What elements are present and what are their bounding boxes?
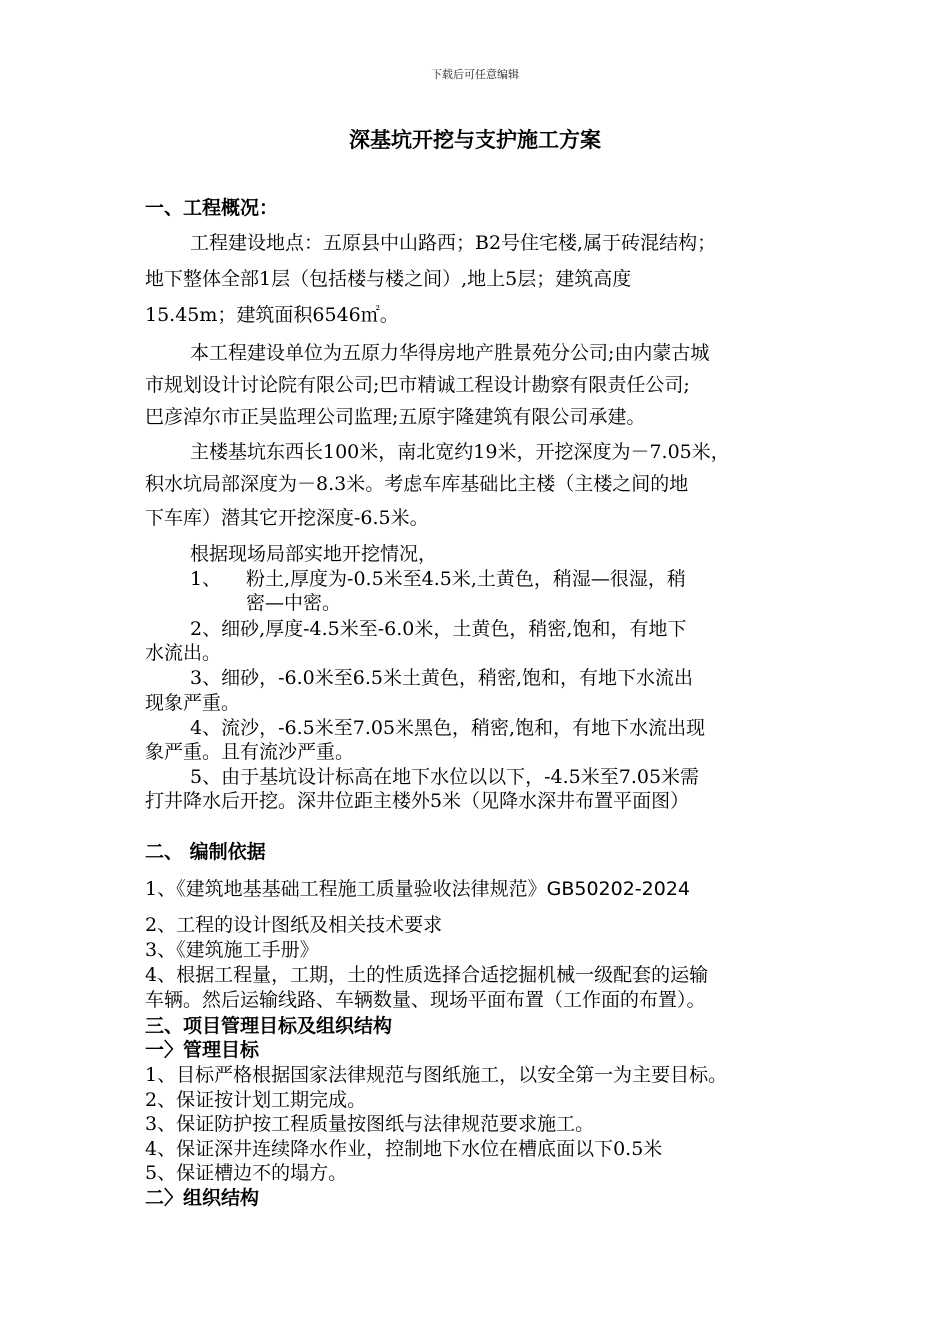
subheading-management-goals: 一〉管理目标 xyxy=(145,1039,260,1061)
paragraph-line: 主楼基坑东西长100米，南北宽约19米，开挖深度为－7.05米， xyxy=(190,441,730,463)
list-number: 1、 xyxy=(190,568,222,590)
paragraph-line: 积水坑局部深度为－8.3米。考虑车库基础比主楼（主楼之间的地 xyxy=(145,473,689,495)
paragraph-line: 15.45m；建筑面积6546㎡。 xyxy=(145,304,399,326)
paragraph-line: 下车库）潜其它开挖深度-6.5米。 xyxy=(145,507,429,529)
list-item: 现象严重。 xyxy=(145,692,241,714)
list-item: 粉土,厚度为-0.5米至4.5米,土黄色，稍湿—很湿，稍 xyxy=(246,568,686,590)
paragraph-line: 根据现场局部实地开挖情况， xyxy=(190,543,438,565)
section-1-heading: 一、工程概况： xyxy=(145,197,279,219)
list-item: 3、细砂，-6.0米至6.5米土黄色，稍密,饱和，有地下水流出 xyxy=(190,667,693,689)
goal-item: 5、保证槽边不的塌方。 xyxy=(145,1162,348,1184)
goal-item: 2、保证按计划工期完成。 xyxy=(145,1089,367,1111)
goal-item: 4、保证深井连续降水作业，控制地下水位在槽底面以下0.5米 xyxy=(145,1138,663,1160)
list-item: 4、流沙，-6.5米至7.05米黑色，稍密,饱和，有地下水流出现 xyxy=(190,717,706,739)
reference-item: 2、工程的设计图纸及相关技术要求 xyxy=(145,914,443,936)
list-item: 打井降水后开挖。深井位距主楼外5米（见降水深井布置平面图） xyxy=(145,790,690,812)
list-item: 水流出。 xyxy=(145,642,222,664)
goal-item: 3、保证防护按工程质量按图纸与法律规范要求施工。 xyxy=(145,1113,595,1135)
reference-title: 1、《建筑地基基础工程施工质量验收法律规范》 xyxy=(145,878,547,900)
paragraph-line: 市规划设计讨论院有限公司;巴市精诚工程设计勘察有限责任公司; xyxy=(145,374,690,396)
list-item: 2、细砂,厚度-4.5米至-6.0米，土黄色，稍密,饱和，有地下 xyxy=(190,618,687,640)
paragraph-line: 地下整体全部1层（包括楼与楼之间）,地上5层；建筑高度 xyxy=(145,268,632,290)
reference-item: 4、根据工程量，工期，土的性质选择合适挖掘机械一级配套的运输 xyxy=(145,964,709,986)
paragraph-line: 工程建设地点：五原县中山路西；B2号住宅楼,属于砖混结构； xyxy=(190,232,717,254)
reference-item xyxy=(145,877,690,901)
list-item: 密—中密。 xyxy=(246,592,342,614)
paragraph-line: 巴彦淖尔市正昊监理公司监理;五原宇隆建筑有限公司承建。 xyxy=(145,406,646,428)
reference-item: 车辆。然后运输线路、车辆数量、现场平面布置（工作面的布置）。 xyxy=(145,989,706,1011)
section-2-heading: 二、 编制依据 xyxy=(145,841,266,863)
reference-item: 3、《建筑施工手册》 xyxy=(145,939,319,961)
paragraph-line: 本工程建设单位为五原力华得房地产胜景苑分公司;由内蒙古城 xyxy=(190,342,710,364)
list-item: 5、由于基坑设计标高在地下水位以以下，-4.5米至7.05米需 xyxy=(190,766,700,788)
page-title: 深基坑开挖与支护施工方案 xyxy=(349,128,601,152)
goal-item: 1、目标严格根据国家法律规范与图纸施工，以安全第一为主要目标。 xyxy=(145,1064,728,1086)
list-item: 象严重。且有流沙严重。 xyxy=(145,741,355,763)
section-3-heading: 三、项目管理目标及组织结构 xyxy=(145,1015,393,1037)
subheading-organization: 二〉组织结构 xyxy=(145,1187,260,1209)
page-header-note: 下载后可任意编辑 xyxy=(431,68,519,81)
reference-code: GB50202-2024 xyxy=(546,878,691,900)
